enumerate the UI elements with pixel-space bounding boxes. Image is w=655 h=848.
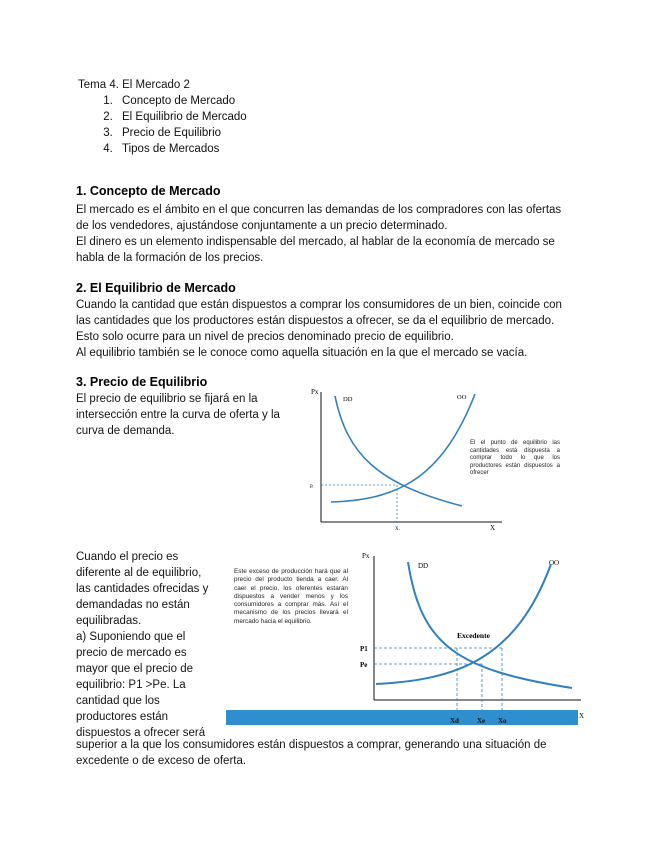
- text-line: excedente o de exceso de oferta.: [76, 755, 247, 767]
- toc-item: 4. Tipos de Mercados: [116, 141, 247, 157]
- x-tick-xo: Xo: [498, 717, 507, 725]
- section-2-heading: 2. El Equilibrio de Mercado: [76, 281, 236, 295]
- text-line: superior a la que los consumidores están dispuestos a comprar, generando una situación de: [76, 739, 547, 751]
- section-3-heading: 3. Precio de Equilibrio: [76, 375, 208, 389]
- text-line: intersección entre la curva de oferta y la: [76, 409, 280, 421]
- text-line: equilibradas.: [76, 615, 142, 627]
- demand-curve: [408, 562, 572, 688]
- table-of-contents: [78, 93, 247, 157]
- x-axis-label: X: [490, 524, 496, 532]
- x-axis-band: [226, 710, 578, 725]
- text-line: mayor que el precio de: [76, 663, 193, 675]
- supply-label: OO: [457, 394, 467, 401]
- text-line: Al equilibrio también se le conoce como aquella situación en la que el mercado se vacía.: [76, 347, 528, 359]
- y-axis-label: Px: [311, 388, 319, 396]
- supply-curve: [331, 394, 475, 502]
- text-line: Esto solo ocurre para un nivel de precios denominado precio de equilibrio.: [76, 331, 454, 343]
- figure-1-annotation: El el punto de equilibrio las cantidades está dispuesta a comprar todo lo que los productores están dispuestos a ofrecer: [470, 440, 560, 476]
- text-line: habla de la formación de los precios.: [76, 252, 264, 264]
- toc-item: 1. Concepto de Mercado: [116, 93, 247, 109]
- section-2-paragraph: [76, 297, 581, 361]
- section-1-heading: 1. Concepto de Mercado: [76, 184, 221, 198]
- document-title: Tema 4. El Mercado 2: [78, 79, 190, 91]
- text-line: las cantidades ofrecidas y: [76, 583, 209, 595]
- section-3-left-column: [76, 549, 226, 741]
- section-1-paragraph-1: [76, 202, 581, 266]
- demand-label: DD: [418, 562, 429, 570]
- figure-2-annotation: Este exceso de producción hará que al precio del producto tienda a caer. Al caer el precio, los oferentes estarán dispuestos a vender menos y los consumidores a comprar más. Así el mecanismo de los precios llevará el mercado hacia el equilibrio.: [234, 568, 348, 625]
- demand-curve: [335, 396, 462, 506]
- x-tick-xe: Xe: [477, 717, 486, 725]
- supply-curve: [376, 564, 551, 684]
- p1-label: P1: [360, 645, 368, 653]
- text-line: equilibrio: P1 >Pe. La: [76, 679, 186, 691]
- text-line: Cuando el precio es: [76, 551, 179, 563]
- text-line: dispuestos a ofrecer será: [76, 727, 206, 739]
- supply-label: OO: [549, 559, 560, 567]
- pe-label: Pe: [360, 661, 368, 669]
- demand-label: DD: [343, 396, 353, 403]
- text-line: El mercado es el ámbito en el que concurren las demandas de los compradores con las ofertas: [76, 204, 562, 216]
- text-line: productores están: [76, 711, 169, 723]
- text-line: diferente al de equilibrio,: [76, 567, 202, 579]
- text-line: cantidad que los: [76, 695, 160, 707]
- text-line: El dinero es un elemento indispensable del mercado, al hablar de la economía de mercado se: [76, 236, 555, 248]
- text-line: precio de mercado es: [76, 647, 187, 659]
- text-line: demandadas no están: [76, 599, 190, 611]
- excess-label: Excedente: [457, 631, 490, 640]
- x-axis-label: X: [579, 712, 585, 720]
- section-3-intro: [76, 391, 296, 439]
- xe-label: X.: [395, 527, 400, 532]
- x-tick-xd: Xd: [450, 717, 459, 725]
- section-3-closing: [76, 737, 581, 769]
- text-line: a) Suponiendo que el: [76, 631, 186, 643]
- pe-label: P.: [310, 485, 314, 490]
- y-axis-label: Px: [362, 552, 370, 560]
- text-line: las cantidades que los productores están dispuestos a ofrecer, se da el equilibrio de mercado.: [76, 315, 555, 327]
- toc-item: 3. Precio de Equilibrio: [116, 125, 247, 141]
- text-line: curva de demanda.: [76, 425, 175, 437]
- text-line: El precio de equilibrio se fijará en la: [76, 393, 258, 405]
- text-line: de los vendedores, ajustándose conjuntamente a un precio determinado.: [76, 220, 448, 232]
- text-line: Cuando la cantidad que están dispuestos a comprar los consumidores de un bien, coincide con: [76, 299, 562, 311]
- toc-item: 2. El Equilibrio de Mercado: [116, 109, 247, 125]
